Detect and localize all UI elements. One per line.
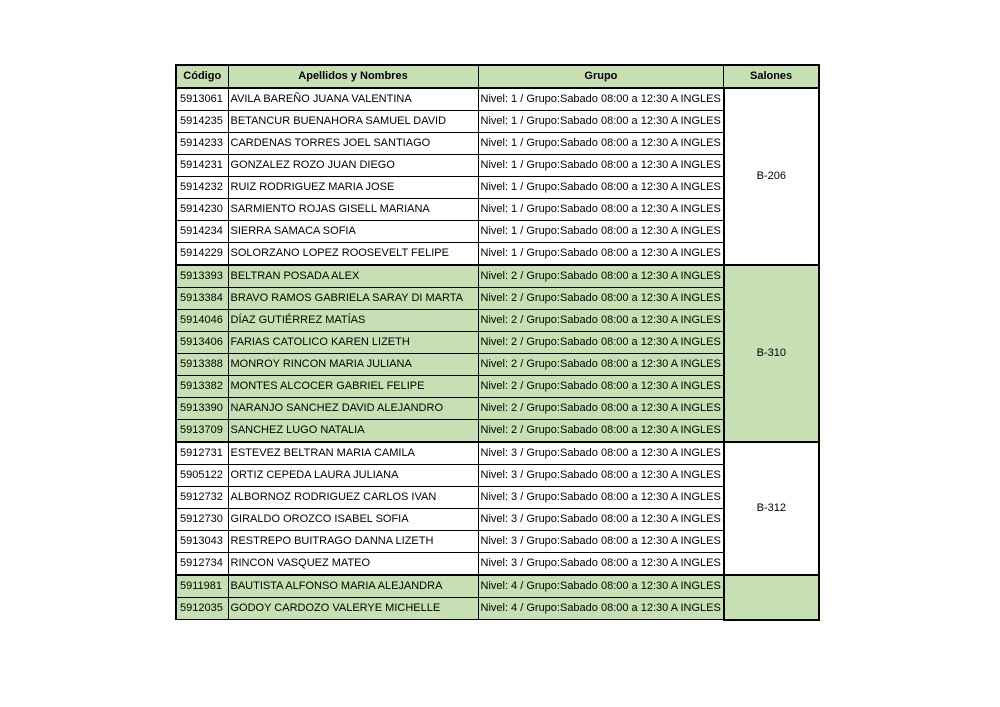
table-row bbox=[176, 310, 819, 332]
cell-apellidos-nombres: SOLORZANO LOPEZ ROOSEVELT FELIPE bbox=[228, 243, 478, 266]
cell-apellidos-nombres: ESTEVEZ BELTRAN MARIA CAMILA bbox=[228, 442, 478, 465]
table-row bbox=[176, 288, 819, 310]
cell-apellidos-nombres: ALBORNOZ RODRIGUEZ CARLOS IVAN bbox=[228, 487, 478, 509]
cell-codigo: 5911981 bbox=[176, 575, 228, 598]
cell-grupo: Nivel: 1 / Grupo:Sabado 08:00 a 12:30 A INGLES bbox=[478, 133, 724, 155]
cell-grupo: Nivel: 2 / Grupo:Sabado 08:00 a 12:30 A INGLES bbox=[478, 354, 724, 376]
cell-apellidos-nombres: BRAVO RAMOS GABRIELA SARAY DI MARTA bbox=[228, 288, 478, 310]
cell-codigo: 5913061 bbox=[176, 88, 228, 111]
cell-codigo: 5913406 bbox=[176, 332, 228, 354]
cell-grupo: Nivel: 2 / Grupo:Sabado 08:00 a 12:30 A INGLES bbox=[478, 265, 724, 288]
table-row bbox=[176, 177, 819, 199]
cell-grupo: Nivel: 1 / Grupo:Sabado 08:00 a 12:30 A INGLES bbox=[478, 111, 724, 133]
cell-apellidos-nombres: BETANCUR BUENAHORA SAMUEL DAVID bbox=[228, 111, 478, 133]
table-row bbox=[176, 199, 819, 221]
table-row bbox=[176, 88, 819, 111]
cell-codigo: 5914046 bbox=[176, 310, 228, 332]
cell-apellidos-nombres: NARANJO SANCHEZ DAVID ALEJANDRO bbox=[228, 398, 478, 420]
cell-apellidos-nombres: CARDENAS TORRES JOEL SANTIAGO bbox=[228, 133, 478, 155]
cell-grupo: Nivel: 3 / Grupo:Sabado 08:00 a 12:30 A INGLES bbox=[478, 553, 724, 576]
cell-apellidos-nombres: ORTIZ CEPEDA LAURA JULIANA bbox=[228, 465, 478, 487]
cell-codigo: 5913390 bbox=[176, 398, 228, 420]
cell-grupo: Nivel: 2 / Grupo:Sabado 08:00 a 12:30 A INGLES bbox=[478, 398, 724, 420]
table-row bbox=[176, 442, 819, 465]
cell-grupo: Nivel: 1 / Grupo:Sabado 08:00 a 12:30 A INGLES bbox=[478, 199, 724, 221]
cell-apellidos-nombres: RINCON VASQUEZ MATEO bbox=[228, 553, 478, 576]
header-apellidos-nombres: Apellidos y Nombres bbox=[228, 65, 478, 88]
cell-codigo: 5912732 bbox=[176, 487, 228, 509]
table-row bbox=[176, 221, 819, 243]
cell-grupo: Nivel: 3 / Grupo:Sabado 08:00 a 12:30 A INGLES bbox=[478, 487, 724, 509]
cell-codigo: 5905122 bbox=[176, 465, 228, 487]
cell-grupo: Nivel: 1 / Grupo:Sabado 08:00 a 12:30 A INGLES bbox=[478, 243, 724, 266]
cell-codigo: 5913384 bbox=[176, 288, 228, 310]
header-salones: Salones bbox=[724, 65, 819, 88]
cell-grupo: Nivel: 1 / Grupo:Sabado 08:00 a 12:30 A INGLES bbox=[478, 221, 724, 243]
table-header bbox=[176, 65, 819, 88]
header-grupo: Grupo bbox=[478, 65, 724, 88]
table-row bbox=[176, 465, 819, 487]
cell-apellidos-nombres: AVILA BAREÑO JUANA VALENTINA bbox=[228, 88, 478, 111]
table-row bbox=[176, 354, 819, 376]
cell-grupo: Nivel: 1 / Grupo:Sabado 08:00 a 12:30 A INGLES bbox=[478, 88, 724, 111]
cell-salon: B-310 bbox=[724, 265, 819, 442]
cell-codigo: 5912730 bbox=[176, 509, 228, 531]
cell-codigo: 5912731 bbox=[176, 442, 228, 465]
cell-apellidos-nombres: BAUTISTA ALFONSO MARIA ALEJANDRA bbox=[228, 575, 478, 598]
cell-codigo: 5912734 bbox=[176, 553, 228, 576]
student-roster-table bbox=[175, 64, 820, 621]
cell-codigo: 5914235 bbox=[176, 111, 228, 133]
cell-grupo: Nivel: 3 / Grupo:Sabado 08:00 a 12:30 A INGLES bbox=[478, 442, 724, 465]
cell-grupo: Nivel: 3 / Grupo:Sabado 08:00 a 12:30 A INGLES bbox=[478, 531, 724, 553]
cell-codigo: 5913709 bbox=[176, 420, 228, 443]
cell-grupo: Nivel: 3 / Grupo:Sabado 08:00 a 12:30 A INGLES bbox=[478, 509, 724, 531]
cell-codigo: 5914233 bbox=[176, 133, 228, 155]
cell-grupo: Nivel: 2 / Grupo:Sabado 08:00 a 12:30 A INGLES bbox=[478, 310, 724, 332]
cell-salon: B-206 bbox=[724, 88, 819, 265]
cell-codigo: 5914230 bbox=[176, 199, 228, 221]
cell-grupo: Nivel: 2 / Grupo:Sabado 08:00 a 12:30 A INGLES bbox=[478, 288, 724, 310]
cell-apellidos-nombres: GODOY CARDOZO VALERYE MICHELLE bbox=[228, 598, 478, 620]
cell-codigo: 5912035 bbox=[176, 598, 228, 620]
cell-apellidos-nombres: MONROY RINCON MARIA JULIANA bbox=[228, 354, 478, 376]
cell-apellidos-nombres: MONTES ALCOCER GABRIEL FELIPE bbox=[228, 376, 478, 398]
cell-codigo: 5914229 bbox=[176, 243, 228, 266]
cell-apellidos-nombres: RUIZ RODRIGUEZ MARIA JOSE bbox=[228, 177, 478, 199]
cell-apellidos-nombres: FARIAS CATOLICO KAREN LIZETH bbox=[228, 332, 478, 354]
table-row bbox=[176, 133, 819, 155]
table-row bbox=[176, 420, 819, 443]
cell-salon bbox=[724, 575, 819, 620]
cell-codigo: 5914234 bbox=[176, 221, 228, 243]
table-row bbox=[176, 398, 819, 420]
table-row bbox=[176, 376, 819, 398]
cell-apellidos-nombres: SIERRA SAMACA SOFIA bbox=[228, 221, 478, 243]
cell-apellidos-nombres: GONZALEZ ROZO JUAN DIEGO bbox=[228, 155, 478, 177]
cell-codigo: 5913388 bbox=[176, 354, 228, 376]
table-row bbox=[176, 575, 819, 598]
table-row bbox=[176, 111, 819, 133]
cell-grupo: Nivel: 1 / Grupo:Sabado 08:00 a 12:30 A INGLES bbox=[478, 177, 724, 199]
cell-grupo: Nivel: 2 / Grupo:Sabado 08:00 a 12:30 A INGLES bbox=[478, 420, 724, 443]
table-row bbox=[176, 598, 819, 620]
table-body bbox=[176, 88, 819, 620]
cell-apellidos-nombres: DÍAZ GUTIÉRREZ MATÍAS bbox=[228, 310, 478, 332]
cell-codigo: 5913043 bbox=[176, 531, 228, 553]
cell-grupo: Nivel: 1 / Grupo:Sabado 08:00 a 12:30 A INGLES bbox=[478, 155, 724, 177]
cell-grupo: Nivel: 2 / Grupo:Sabado 08:00 a 12:30 A INGLES bbox=[478, 332, 724, 354]
table-row bbox=[176, 243, 819, 266]
table-row bbox=[176, 265, 819, 288]
cell-apellidos-nombres: GIRALDO OROZCO ISABEL SOFIA bbox=[228, 509, 478, 531]
cell-codigo: 5913382 bbox=[176, 376, 228, 398]
cell-apellidos-nombres: SARMIENTO ROJAS GISELL MARIANA bbox=[228, 199, 478, 221]
cell-grupo: Nivel: 4 / Grupo:Sabado 08:00 a 12:30 A INGLES bbox=[478, 598, 724, 620]
cell-grupo: Nivel: 3 / Grupo:Sabado 08:00 a 12:30 A INGLES bbox=[478, 465, 724, 487]
cell-apellidos-nombres: SANCHEZ LUGO NATALIA bbox=[228, 420, 478, 443]
table-row bbox=[176, 553, 819, 576]
header-row bbox=[176, 65, 819, 88]
cell-apellidos-nombres: RESTREPO BUITRAGO DANNA LIZETH bbox=[228, 531, 478, 553]
header-codigo: Código bbox=[176, 65, 228, 88]
cell-codigo: 5913393 bbox=[176, 265, 228, 288]
table-row bbox=[176, 332, 819, 354]
cell-salon: B-312 bbox=[724, 442, 819, 575]
table-row bbox=[176, 509, 819, 531]
cell-grupo: Nivel: 2 / Grupo:Sabado 08:00 a 12:30 A INGLES bbox=[478, 376, 724, 398]
cell-codigo: 5914231 bbox=[176, 155, 228, 177]
cell-grupo: Nivel: 4 / Grupo:Sabado 08:00 a 12:30 A INGLES bbox=[478, 575, 724, 598]
table-row bbox=[176, 487, 819, 509]
table-row bbox=[176, 531, 819, 553]
cell-codigo: 5914232 bbox=[176, 177, 228, 199]
cell-apellidos-nombres: BELTRAN POSADA ALEX bbox=[228, 265, 478, 288]
table-row bbox=[176, 155, 819, 177]
